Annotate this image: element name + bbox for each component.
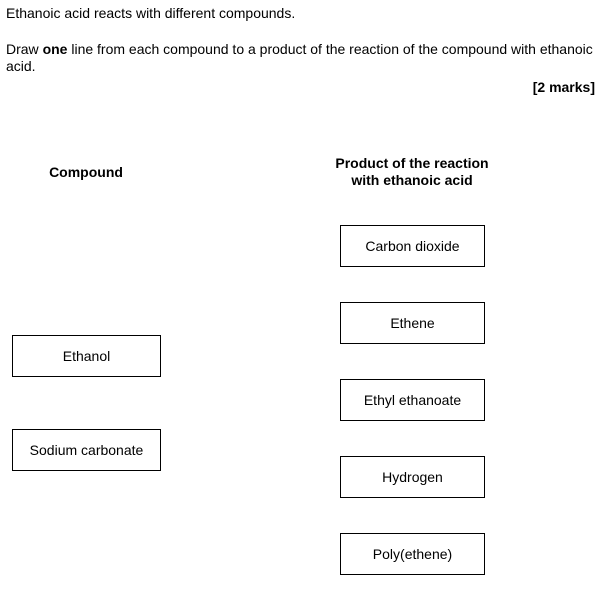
product-box-carbon-dioxide[interactable] [340,225,485,267]
product-label: Ethene [390,315,435,331]
compound-column-heading: Compound [49,164,123,180]
product-box-hydrogen[interactable] [340,456,485,498]
product-label: Ethyl ethanoate [363,392,462,408]
question-instruction [6,41,596,75]
product-box-ethene[interactable] [340,302,485,344]
product-box-poly-ethene[interactable] [340,533,485,575]
product-heading-line-1: Product of the reaction [335,155,489,171]
marks-label: [2 marks] [532,79,595,95]
product-box-ethyl-ethanoate[interactable] [340,379,485,421]
product-label: Hydrogen [382,469,443,485]
compound-label: Ethanol [62,348,111,364]
product-heading-line-2: with ethanoic acid [351,172,473,188]
instruction-emphasis: one [42,41,68,57]
product-label: Poly(ethene) [372,546,453,562]
product-column-heading [300,155,524,189]
question-intro: Ethanoic acid reacts with different compounds. [6,5,296,21]
compound-box-sodium-carbonate[interactable] [12,429,161,471]
compound-label: Sodium carbonate [29,442,144,458]
product-label: Carbon dioxide [365,238,460,254]
instruction-text-start: Draw [6,41,43,57]
compound-box-ethanol[interactable] [12,335,161,377]
instruction-text-end: line from each compound to a product of the reaction of the compound with ethanoic acid. [6,41,593,74]
